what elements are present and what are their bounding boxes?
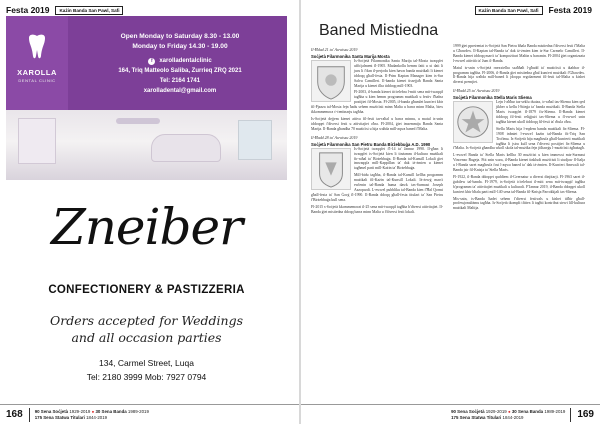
footer-line1-c: 30 Sena Banda: [95, 408, 127, 414]
paragraph: Is-Soċjetà dejjem kienet attiva fil-festi tar-raħal u barra minnu, u matul is-snin iddoqqet f'diversi festi u attivitajiet oħra. Fl-2004, ġiet imsemmija Banda Santa Marija. Il-Banda għandha 70 mużiċist u hija waħda mill-aqwa baned f'Malta.: [311, 116, 443, 131]
band-crest-mosta: [311, 60, 351, 102]
zneiber-tel: Tel: 2180 3999 Mob: 7927 0794: [86, 372, 207, 382]
left-page: [0, 0, 299, 424]
event-date: Il-Ħdud 21 ta' Awwissu 2019: [311, 47, 358, 52]
article-column-2: [453, 44, 585, 213]
footer-line1-d: 1989-2019: [543, 408, 566, 414]
xarolla-logo: [6, 16, 68, 110]
footer-anniversaries: 90 Sena Soċjetà 1929-2019 ● 30 Sena Banda 1989-2019 175 Sena Statwa Titulari 1844-2019: [34, 408, 149, 420]
orders-line-1: Orders accepted for Weddings: [49, 313, 244, 328]
article-column-1: [311, 44, 443, 216]
event-date: Il-Ħadd 28 ta' Awwissu 2019: [311, 134, 358, 140]
paragraph: Fl-2015 s-Soċjetà kkommemorat il-25 sena mit-twaqqif tagħha b'diversi attivitajiet. Il-Banda ġiet mistiedna ddoqq barra minn Malta u f'diversi festi lokali.: [311, 204, 443, 214]
header-kazin: Każin Banda San Pawl, Safi: [478, 7, 539, 13]
right-header: [475, 4, 592, 16]
event-date: Il-Ħadd 25 ta' Awwissu 2019: [453, 88, 500, 94]
header-festa: Festa 2019: [548, 5, 592, 15]
footer-line2-a: 175 Sena Statwa Titulari: [451, 414, 502, 420]
footer-line1-a: 90 Sena Soċjetà: [34, 408, 69, 414]
crest-icon: [454, 102, 492, 142]
band-crest-birzebbuga: [311, 148, 351, 190]
dental-chair: [151, 134, 221, 162]
crest-icon: [312, 149, 350, 189]
xarolla-logo-name: XAROLLA: [17, 68, 57, 77]
band-crest-sliema: [453, 101, 493, 143]
paragraph: 1999 ġiet ppreżentat is-Soċjetà San Pietru bħala Banda mistiedna f'diversi festi f'Malta u Għawdex. Il-Kaptan tal-Banda ta' dak iż-żmien kien is-Sur Carmelo Camilleri. Il-Banda kienet iddoqq marċi ta' kompożituri Maltin u barranin. Fl-2004 ġiet organizzata l-ewwel attività ta' Jum il-Banda.: [453, 44, 585, 63]
clinic-photo: [6, 110, 287, 180]
header-kazin-box: [475, 6, 543, 15]
paragraph: Stella Maris hija l-eqdem banda mużikali fis-Sliema. Fl-1908 inbniet l-ewwel każin tal-Banda fit-Triq San Trofimu. Is-Soċjetà hija magħrufa għall-kunċerti mużikali tagħha li jsiru kull sena f'diversi postijiet fis-Sliema u f'Malta. Is-Soċjetà għandha wkoll skola tal-mużika fejn jitħarrġu l-mużiċisti żgħażagħ.: [453, 126, 585, 151]
left-footer: [0, 404, 299, 424]
tel-row: [76, 76, 284, 86]
article-title: Baned Mistiedna: [319, 22, 439, 39]
page-number: 169: [570, 408, 600, 422]
paragraph: L-ewwel Banda ta' Stella Maris kellha 30 mużiċist u kien immexxi mis-Surmast Vincenzo Bugeja. Ftit snin wara, il-Banda kienet tinkludi mużiċisti li studjaw fl-Italja u l-Banda saret magħrufa fost l-aqwa baned ta' dak iż-żmien. Il-Kunċert Annwali tal-Banda jsir fil-Knisja ta' Stella Maris.: [453, 153, 585, 173]
paragraph: Lejn l-aħħar tas-seklu dsatax, ir-raħal tas-Sliema kien qed jikber u kellu l-ħtieġa ta' banda mużikali. Il-Banda Stella Maris twaqqfet fl-1879 fis-Sliema. Il-Banda kienet tiddoqq fil-festi reliġjużi tas-Sliema u fl-ewwel snin tagħha kienet ukoll tiddoqq fil-festi ta' rħula oħra.: [496, 100, 585, 124]
contact-info: [76, 56, 284, 96]
paragraph: Matul is-snin s-Soċjetà rnexxielha ssaħħaħ l-għadd ta' mużiċisti u tkabbar il-programm tagħha. Fl-2006, il-Banda ġiet mistiedna għal kunċert mużikali f'Għawdex. Il-Banda hija waħda mill-baned li jdoqqu regolarment fil-festi tal-Malta u kisbet diversi premjiet.: [453, 65, 585, 85]
clinic-cabinet: [18, 118, 56, 164]
footer-line2-b: 1844-2019: [84, 414, 108, 420]
footer-line1-b: 1929-2019: [68, 408, 92, 414]
paragraph: Is-Soċjetà Filarmonika Santa Marija tal-Mosta twaqqfet uffiċjalment fl-1905. Madankollu hemm fatti u xi dati li juru li f'dan il-perjodu kien hawn banda mużikali li kienet iddoqq għall-festa. Il-Prim Kaptan Manager kien is-Sur Salvu Camilleri. Il-banda kienet tissejjaħ Banda Santa Marija u kienet ilha tiddoqq mill-1903.: [354, 59, 443, 88]
zneiber-ad: [6, 184, 287, 405]
hours-line-1: Open Monday to Saturday 8.30 - 13.00: [120, 33, 240, 40]
hours-line-2: Monday to Friday 14.30 - 19.00: [132, 43, 228, 50]
address-row: [76, 66, 284, 76]
zneiber-address: 134, Carmel Street, Luqa: [99, 358, 194, 368]
header-kazin-box: [55, 6, 123, 15]
footer-line2-b: 1844-2019: [501, 414, 524, 420]
paragraph: Is-Soċjetà twaqqfet f'l-14 ta' Jannar 1990. Il-għan li twaqqfet is-Soċjetà kien li tinżamm il-kultura mużikali fir-raħal ta' Birżebbuġa. Il-Banda tal-Kunsill Lokali ġiet imwaqqfa mill-Kappillan ta' dak iż-żmien u kienet tagħmel parti mill-Każin ta' Birżebbuġa.: [354, 146, 443, 171]
paragraph: Mis-snin, is-Banda ħadet sehem f'diversi festivals u kisbet tifħir għall-professjonaliżmu tagħha. Is-Soċjetà tkompli tfittex li tagħti kontribut siewi lill-kultura mużikali Maltija.: [453, 196, 585, 211]
clinic-address: 164, Triq Matteolo Saliba, Zurrieq ZRQ 2021: [118, 68, 242, 74]
clinic-tel: Tel: 2164 1741: [159, 78, 201, 84]
xarolla-dental-ad: [6, 16, 287, 180]
facebook-icon: f: [148, 58, 155, 65]
left-header: [6, 4, 123, 16]
tooth-icon: [21, 30, 53, 62]
opening-hours: [76, 32, 284, 52]
xarolla-logo-sub: DENTAL CLINIC: [18, 78, 56, 83]
facebook-row: [76, 56, 284, 66]
zneiber-brand: Zneiber: [50, 198, 243, 256]
footer-line1-a: 90 Sena Soċjetà: [451, 408, 485, 414]
right-footer: [301, 404, 600, 424]
orders-line-2: and all occasion parties: [71, 330, 222, 345]
header-festa: Festa 2019: [6, 5, 50, 15]
right-page: [301, 0, 600, 424]
email-row: [76, 86, 284, 96]
page-number: 168: [0, 408, 30, 422]
header-kazin: Każin Banda San Pawl, Safi: [59, 7, 120, 13]
zneiber-subtitle: CONFECTIONERY & PASTIZZERIA: [48, 284, 245, 296]
band-heading: Soċjetà Filarmonika Stella Maris Sliema: [453, 95, 532, 101]
facebook-handle: xarolladentalclinic: [159, 58, 212, 64]
footer-line1-c: 30 Sena Banda: [511, 408, 544, 414]
clinic-email: xarolladental@gmail.com: [143, 88, 217, 94]
band-heading: Soċjetà Filarmonika Santa Marija Mosta: [311, 54, 390, 59]
zneiber-orders: [26, 312, 267, 346]
dental-lamp: [116, 118, 160, 124]
footer-line2-a: 175 Sena Statwa Titulari: [34, 414, 85, 420]
band-heading: Soċjetà Filarmonika San Pietru Banda Birżebbuġa A.D. 1990: [311, 141, 431, 147]
clinic-window: [238, 120, 272, 160]
crest-icon: [312, 61, 350, 101]
footer-line1-b: 1929-2019: [484, 408, 508, 414]
paragraph: Mill-bidu tagħha, il-Banda tal-Kunsill kellha programm mużikali fil-Każin tal-Kunsill Lokali. Iż-żewġ marċi ewlenin tal-Banda huma dawk tas-Surmast Joseph Azzopardi. L-ewwel pubbliku tal-Banda kien f'Ħal Qormi għall-festa ta' San Ġorġ fl-1990. Il-Banda ddoqq għall-festa titulari ta' San Pietru f'Birżebbuġa kull sena.: [311, 173, 443, 202]
footer-line1-d: 1989-2019: [126, 408, 149, 414]
footer-anniversaries: 90 Sena Soċjetà 1929-2019 ● 30 Sena Banda 1989-2019 175 Sena Statwa Titulari 1844-2019: [451, 408, 566, 420]
paragraph: Fl-2003, il-banda kienet tiċċelebra l-mitt sena mit-twaqqif tagħha u kien hemm programm mużikali u festiv f'ħafna postijiet fil-Mosta. Fl-2005, il-banda għamlet kunċert kbir fil-Pjazza tal-Mosta fejn ħadu sehem mużiċisti minn Malta u barra minn Malta, biex ikkommemora ċ-ċentinarju tagħha.: [311, 90, 443, 115]
paragraph: Fl-1922, il-Banda ddoqqet quddiem il-Gvernatur u diversi dinjitarji. Fl-1963 saret il-ġubilew tal-banda. Fl-1979, is-Soċjetà iċċelebrat il-mitt sena mit-twaqqif tagħha b'programm ta' attivitajiet mużikali u kulturali. F'Jannar 2019, il-Banda ddoqqet ukoll kunċert kbir bħala parti mill-140 sena tal-Banda fil-Knisja Parrokkjali tas-Sliema.: [453, 174, 585, 194]
